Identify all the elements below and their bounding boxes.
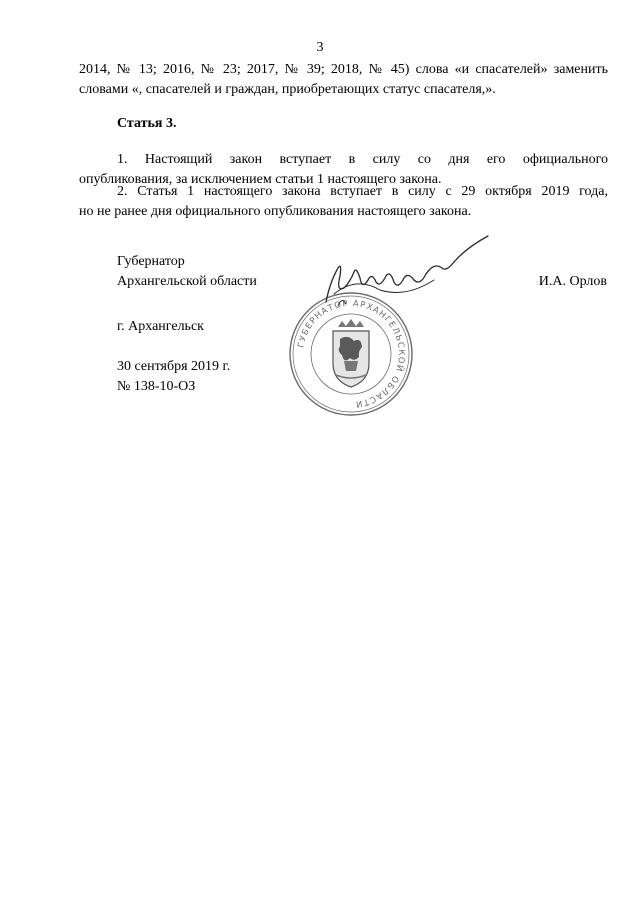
article-item-2-line-2: но не ранее дня официального опубликования настоящего закона.: [79, 204, 472, 219]
article-item-2: [79, 182, 608, 222]
article-item-1-line-1: 1. Настоящий закон вступает в силу со дня его официального: [117, 152, 608, 167]
signing-date: 30 сентября 2019 г.: [117, 359, 231, 374]
intro-line-2: словами «, спасателей и граждан, приобретающих статус спасателя,».: [79, 82, 496, 97]
handwritten-signature: [316, 232, 506, 312]
signatory-title-line-1: Губернатор: [117, 254, 185, 269]
intro-line-1: 2014, № 13; 2016, № 23; 2017, № 39; 2018, № 45) слова «и спасателей» заменить: [79, 62, 608, 77]
seal-text-path: ГУБЕРНАТОР АРХАНГЕЛЬСКОЙ ОБЛАСТИ: [295, 297, 408, 410]
article-item-1-line-2: опубликования, за исключением статьи 1 настоящего закона.: [79, 172, 442, 187]
coat-of-arms-icon: [333, 319, 369, 387]
page-number: 3: [316, 40, 324, 55]
signatory-name: И.А. Орлов: [538, 274, 607, 289]
article-item-2-line-1: 2. Статья 1 настоящего закона вступает в силу с 29 октября 2019 года,: [117, 184, 608, 199]
intro-paragraph: [79, 60, 608, 100]
place-of-signing: г. Архангельск: [117, 319, 204, 334]
article-heading: Статья 3.: [117, 116, 177, 131]
date-and-number: [117, 357, 230, 397]
signatory-title-line-2: Архангельской области: [117, 274, 257, 289]
law-number: № 138-10-ОЗ: [117, 379, 196, 394]
